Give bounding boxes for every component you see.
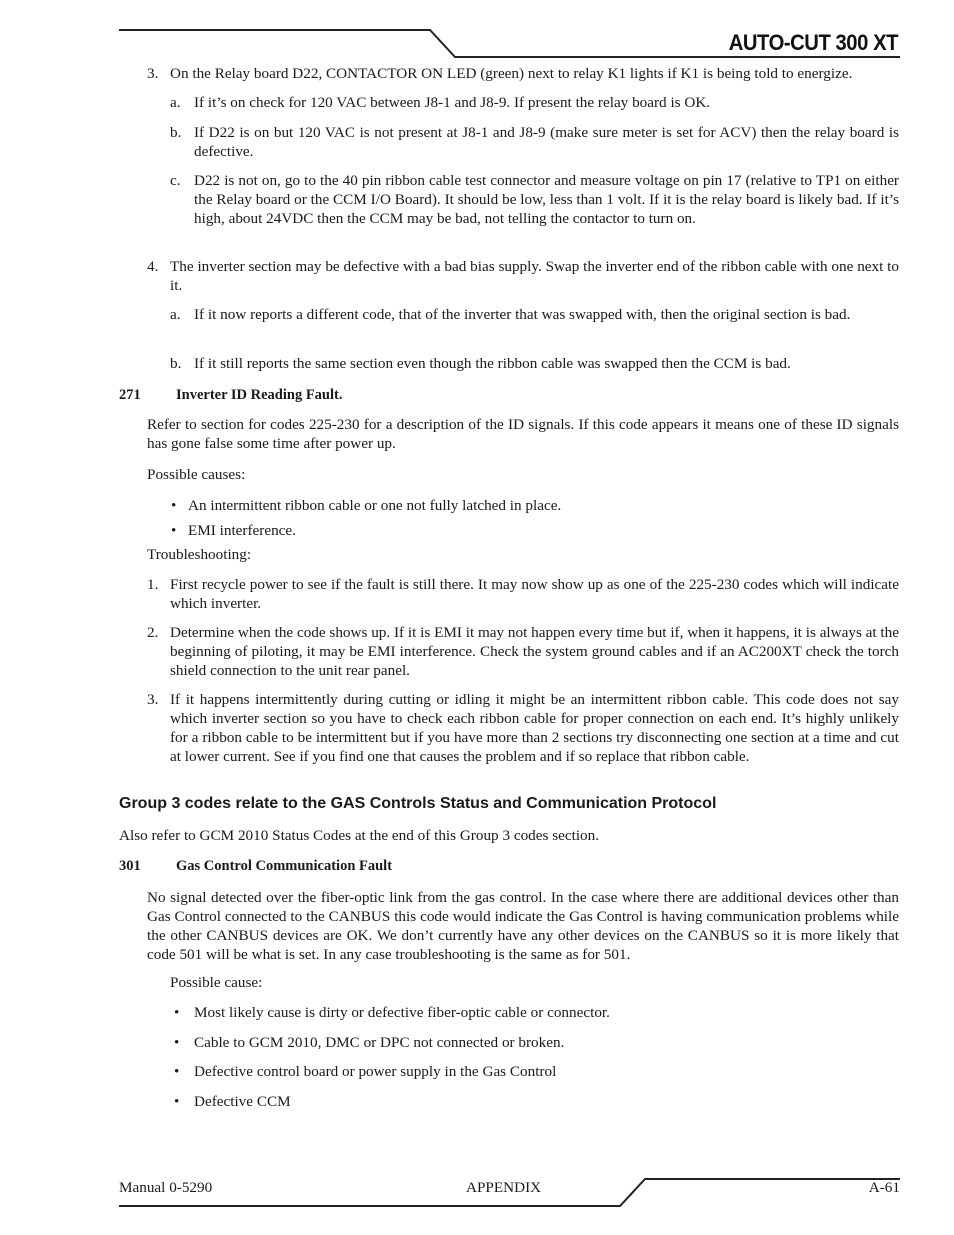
list-item-text: The inverter section may be defective with a bad bias supply. Swap the inverter end of the ribbon cable with one next to it. — [170, 258, 899, 294]
list-letter: b. — [170, 355, 182, 372]
section-heading: Group 3 codes relate to the GAS Controls Status and Communication Protocol — [119, 795, 717, 812]
list-item-text: If it still reports the same section even though the ribbon cable was swapped then the CCM is bad. — [194, 355, 791, 372]
list-item-text: If it happens intermittently during cutting or idling it might be an intermittent ribbon cable. This code does not say which inverter section so you have to check each ribbon cable for proper connection on each end. It’s highly unlikely for a ribbon cable to be intermittent but if you have more than 2 sections try disconnecting one section at a time and cut at lower current. See if you find one that causes the problem and if so replace that ribbon cable. — [170, 691, 899, 765]
list-letter: a. — [170, 94, 181, 111]
fault-code: 271 — [119, 387, 141, 403]
footer-manual: Manual 0-5290 — [119, 1179, 213, 1196]
bullet: • — [174, 1034, 180, 1051]
bullet: • — [171, 497, 177, 514]
fault-description: Refer to section for codes 225-230 for a description of the ID signals. If this code appears it means one of these ID signals has gone false some time after power up. — [147, 416, 899, 452]
bullet: • — [174, 1063, 180, 1080]
list-item-text: If D22 is on but 120 VAC is not present at J8-1 and J8-9 (make sure meter is set for ACV) then the relay board is defective. — [194, 124, 899, 160]
list-number: 2. — [147, 624, 159, 641]
list-item-text: Determine when the code shows up. If it is EMI it may not happen every time but if, when it happens, it is always at the beginning of piloting, it may be EMI interference. Check the system ground cables and if an AC200XT check the torch shield connection to the unit rear panel. — [170, 624, 899, 679]
list-item-text: If it now reports a different code, that of the inverter that was swapped with, then the original section is bad. — [194, 306, 851, 323]
cause-item: Most likely cause is dirty or defective fiber-optic cable or connector. — [194, 1004, 610, 1021]
cause-item: Cable to GCM 2010, DMC or DPC not connected or broken. — [194, 1034, 565, 1051]
bullet: • — [174, 1093, 180, 1110]
cause-item: An intermittent ribbon cable or one not fully latched in place. — [188, 497, 562, 514]
troubleshooting-label: Troubleshooting: — [147, 546, 252, 563]
fault-code: 301 — [119, 858, 141, 874]
list-letter: c. — [170, 172, 181, 189]
cause-item: Defective control board or power supply in the Gas Control — [194, 1063, 557, 1080]
document-title: AUTO-CUT 300 XT — [728, 30, 898, 55]
list-number: 3. — [147, 65, 159, 82]
fault-title: Gas Control Communication Fault — [176, 858, 393, 874]
section-note: Also refer to GCM 2010 Status Codes at the end of this Group 3 codes section. — [119, 827, 600, 844]
list-number: 4. — [147, 258, 159, 275]
list-number: 3. — [147, 691, 159, 708]
footer-section: APPENDIX — [466, 1179, 542, 1196]
list-letter: a. — [170, 306, 181, 323]
cause-item: EMI interference. — [188, 522, 296, 539]
list-item-text: If it’s on check for 120 VAC between J8-1 and J8-9. If present the relay board is OK. — [194, 94, 711, 111]
footer-page-number: A-61 — [868, 1179, 900, 1196]
list-letter: b. — [170, 124, 182, 141]
cause-item: Defective CCM — [194, 1093, 291, 1110]
fault-description: No signal detected over the fiber-optic link from the gas control. In the case where there are additional devices other than Gas Control connected to the CANBUS this code would indicate the Gas Control is having communication problems while the other CANBUS devices are OK. We don’t currently have any other devices on the CANBUS so it is more likely that code 501 will be what is set. In any case troubleshooting is the same as for 501. — [147, 889, 899, 963]
causes-label: Possible causes: — [147, 466, 246, 483]
fault-title: Inverter ID Reading Fault. — [176, 387, 343, 403]
cause-label: Possible cause: — [170, 974, 263, 991]
list-item-text: D22 is not on, go to the 40 pin ribbon cable test connector and measure voltage on pin 17 (relative to TP1 on either the Relay board or the CCM I/O Board). It should be low, less than 1 volt. If it is the relay board is likely bad. If it’s high, about 24VDC then the CCM may be bad, not telling the contactor to turn on. — [194, 172, 899, 227]
bullet: • — [171, 522, 177, 539]
list-number: 1. — [147, 576, 159, 593]
list-item-text: On the Relay board D22, CONTACTOR ON LED (green) next to relay K1 lights if K1 is being told to energize. — [170, 65, 853, 82]
list-item-text: First recycle power to see if the fault is still there. It may now show up as one of the 225-230 codes which will indicate which inverter. — [170, 576, 899, 612]
bullet: • — [174, 1004, 180, 1021]
